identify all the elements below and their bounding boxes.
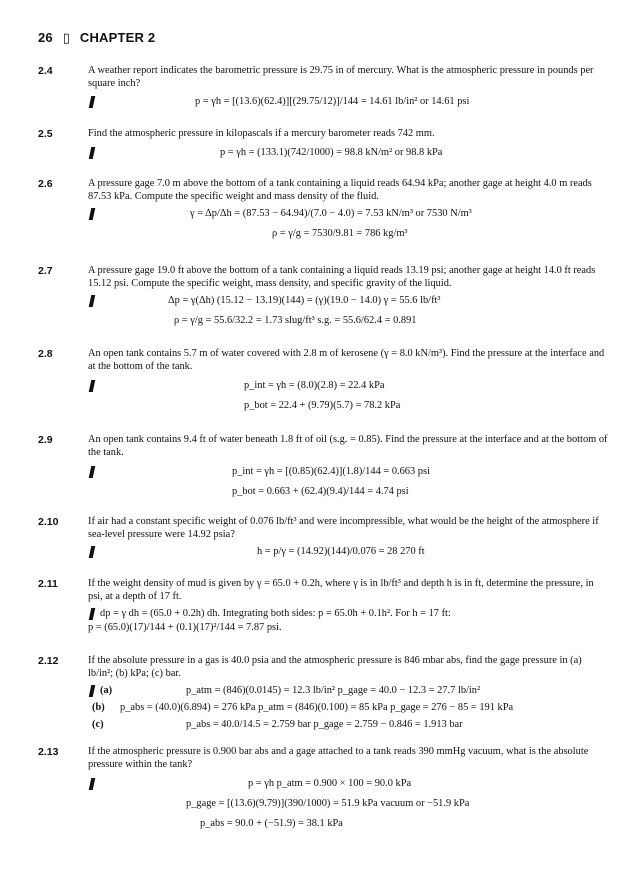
solution-marker [89, 546, 96, 558]
problem-number: 2.12 [38, 655, 59, 667]
problem-number: 2.8 [38, 348, 53, 360]
solution-marker [89, 608, 96, 620]
solution-marker [89, 466, 96, 478]
problem-statement: A pressure gage 7.0 m above the bottom of a tank containing a liquid reads 64.94 kPa; another gage at height 4.0 m reads 87.53 kPa. Compute the specific weight and mass density of the fluid. [88, 178, 592, 202]
solution-line: ρ = γ/g = 7530/9.81 = 786 kg/m³ [272, 228, 408, 239]
problem-statement: Find the atmospheric pressure in kilopascals if a mercury barometer reads 742 mm. [88, 128, 435, 139]
problem-statement: A pressure gage 19.0 ft above the bottom of a tank containing a liquid reads 13.19 psi; another gage at height 14.0 ft reads 15.12 psi. Compute the specific weight, mass density, and specific gravity of the liquid. [88, 265, 596, 289]
solution-line: dp = γ dh = (65.0 + 0.2h) dh. Integrating both sides: p = 65.0h + 0.1h². For h = 17 ft: [100, 608, 451, 619]
problem-number: 2.11 [38, 578, 58, 590]
solution-line: p_abs = 40.0/14.5 = 2.759 bar p_gage = 2.759 − 0.846 = 1.913 bar [186, 719, 463, 730]
problem-statement: If the absolute pressure in a gas is 40.0 psia and the atmospheric pressure is 846 mbar abs, find the gage pressure in (a) lb/in²; (b) kPa; (c) bar. [88, 655, 582, 679]
problem-statement: An open tank contains 5.7 m of water covered with 2.8 m of kerosene (γ = 8.0 kN/m³). Find the pressure at the interface and at the bottom of the tank. [88, 348, 605, 372]
problem-number: 2.6 [38, 178, 53, 190]
solution-line: p_int = γh = (8.0)(2.8) = 22.4 kPa [244, 380, 385, 391]
solution-marker [89, 96, 96, 108]
solution-marker [89, 380, 96, 392]
solution-line: p = γh p_atm = 0.900 × 100 = 90.0 kPa [248, 778, 412, 789]
solution-marker [89, 147, 96, 159]
solution-line: p_bot = 0.663 + (62.4)(9.4)/144 = 4.74 psi [232, 486, 409, 497]
solution-line: p_abs = 90.0 + (−51.9) = 38.1 kPa [200, 818, 343, 829]
problem-statement: A weather report indicates the barometric pressure is 29.75 in of mercury. What is the atmospheric pressure in pounds per square inch? [88, 65, 594, 89]
problem-number: 2.4 [38, 65, 53, 77]
solution-line: p_abs = (40.0)(6.894) = 276 kPa p_atm = (846)(0.100) = 85 kPa p_gage = 276 − 85 = 191 kPa [120, 702, 514, 713]
separator-glyph: ▯ [62, 30, 71, 45]
solution-marker [89, 685, 96, 697]
problem-number: 2.9 [38, 434, 53, 446]
solution-marker [89, 208, 96, 220]
problem-number: 2.7 [38, 265, 53, 277]
solution-marker [89, 778, 96, 790]
solution-line: h = p/γ = (14.92)(144)/0.076 = 28 270 ft [257, 546, 425, 557]
solution-line: p_gage = [(13.6)(9.79)](390/1000) = 51.9 kPa vacuum or −51.9 kPa [186, 798, 470, 809]
solution-marker [89, 295, 96, 307]
problem-statement: If the atmospheric pressure is 0.900 bar abs and a gage attached to a tank reads 390 mmHg vacuum, what is the absolute pressure within the tank? [88, 746, 589, 770]
problem-statement: If the weight density of mud is given by γ = 65.0 + 0.2h, where γ is in lb/ft³ and depth h is in ft, determine the pressure, in psi, at a depth of 17 ft. [88, 578, 594, 602]
problem-number: 2.5 [38, 128, 53, 140]
page-number: 26 [38, 30, 53, 45]
problem-number: 2.10 [38, 516, 59, 528]
solution-line: p_atm = (846)(0.0145) = 12.3 lb/in² p_gage = 40.0 − 12.3 = 27.7 lb/in² [186, 685, 481, 696]
page-header [38, 30, 155, 46]
chapter-title: CHAPTER 2 [79, 30, 156, 45]
solution-line: p_int = γh = [(0.85)(62.4)](1.8)/144 = 0.663 psi [232, 466, 430, 477]
part-label: (b) [92, 702, 105, 713]
problem-statement: An open tank contains 9.4 ft of water beneath 1.8 ft of oil (s.g. = 0.85). Find the pressure at the interface and at the bottom of the tank. [88, 434, 608, 458]
solution-line: p = γh = [(13.6)(62.4)][(29.75/12)]/144 = 14.61 lb/in² or 14.61 psi [195, 96, 470, 107]
part-label: (a) [100, 685, 113, 696]
solution-line: p_bot = 22.4 + (9.79)(5.7) = 78.2 kPa [244, 400, 401, 411]
solution-line: p = γh = (133.1)(742/1000) = 98.8 kN/m² or 98.8 kPa [220, 147, 443, 158]
solution-line: Δp = γ(Δh) (15.12 − 13.19)(144) = (γ)(19.0 − 14.0) γ = 55.6 lb/ft³ [168, 295, 441, 306]
solution-line: p = (65.0)(17)/144 + (0.1)(17)²/144 = 7.87 psi. [88, 622, 282, 633]
solution-line: ρ = γ/g = 55.6/32.2 = 1.73 slug/ft³ s.g. = 55.6/62.4 = 0.891 [174, 315, 417, 326]
problem-number: 2.13 [38, 746, 59, 758]
problem-statement: If air had a constant specific weight of 0.076 lb/ft³ and were incompressible, what would be the height of the atmosphere if sea-level pressure were 14.92 psia? [88, 516, 599, 540]
solution-line: γ = Δp/Δh = (87.53 − 64.94)/(7.0 − 4.0) = 7.53 kN/m³ or 7530 N/m³ [190, 208, 472, 219]
part-label: (c) [92, 719, 104, 730]
